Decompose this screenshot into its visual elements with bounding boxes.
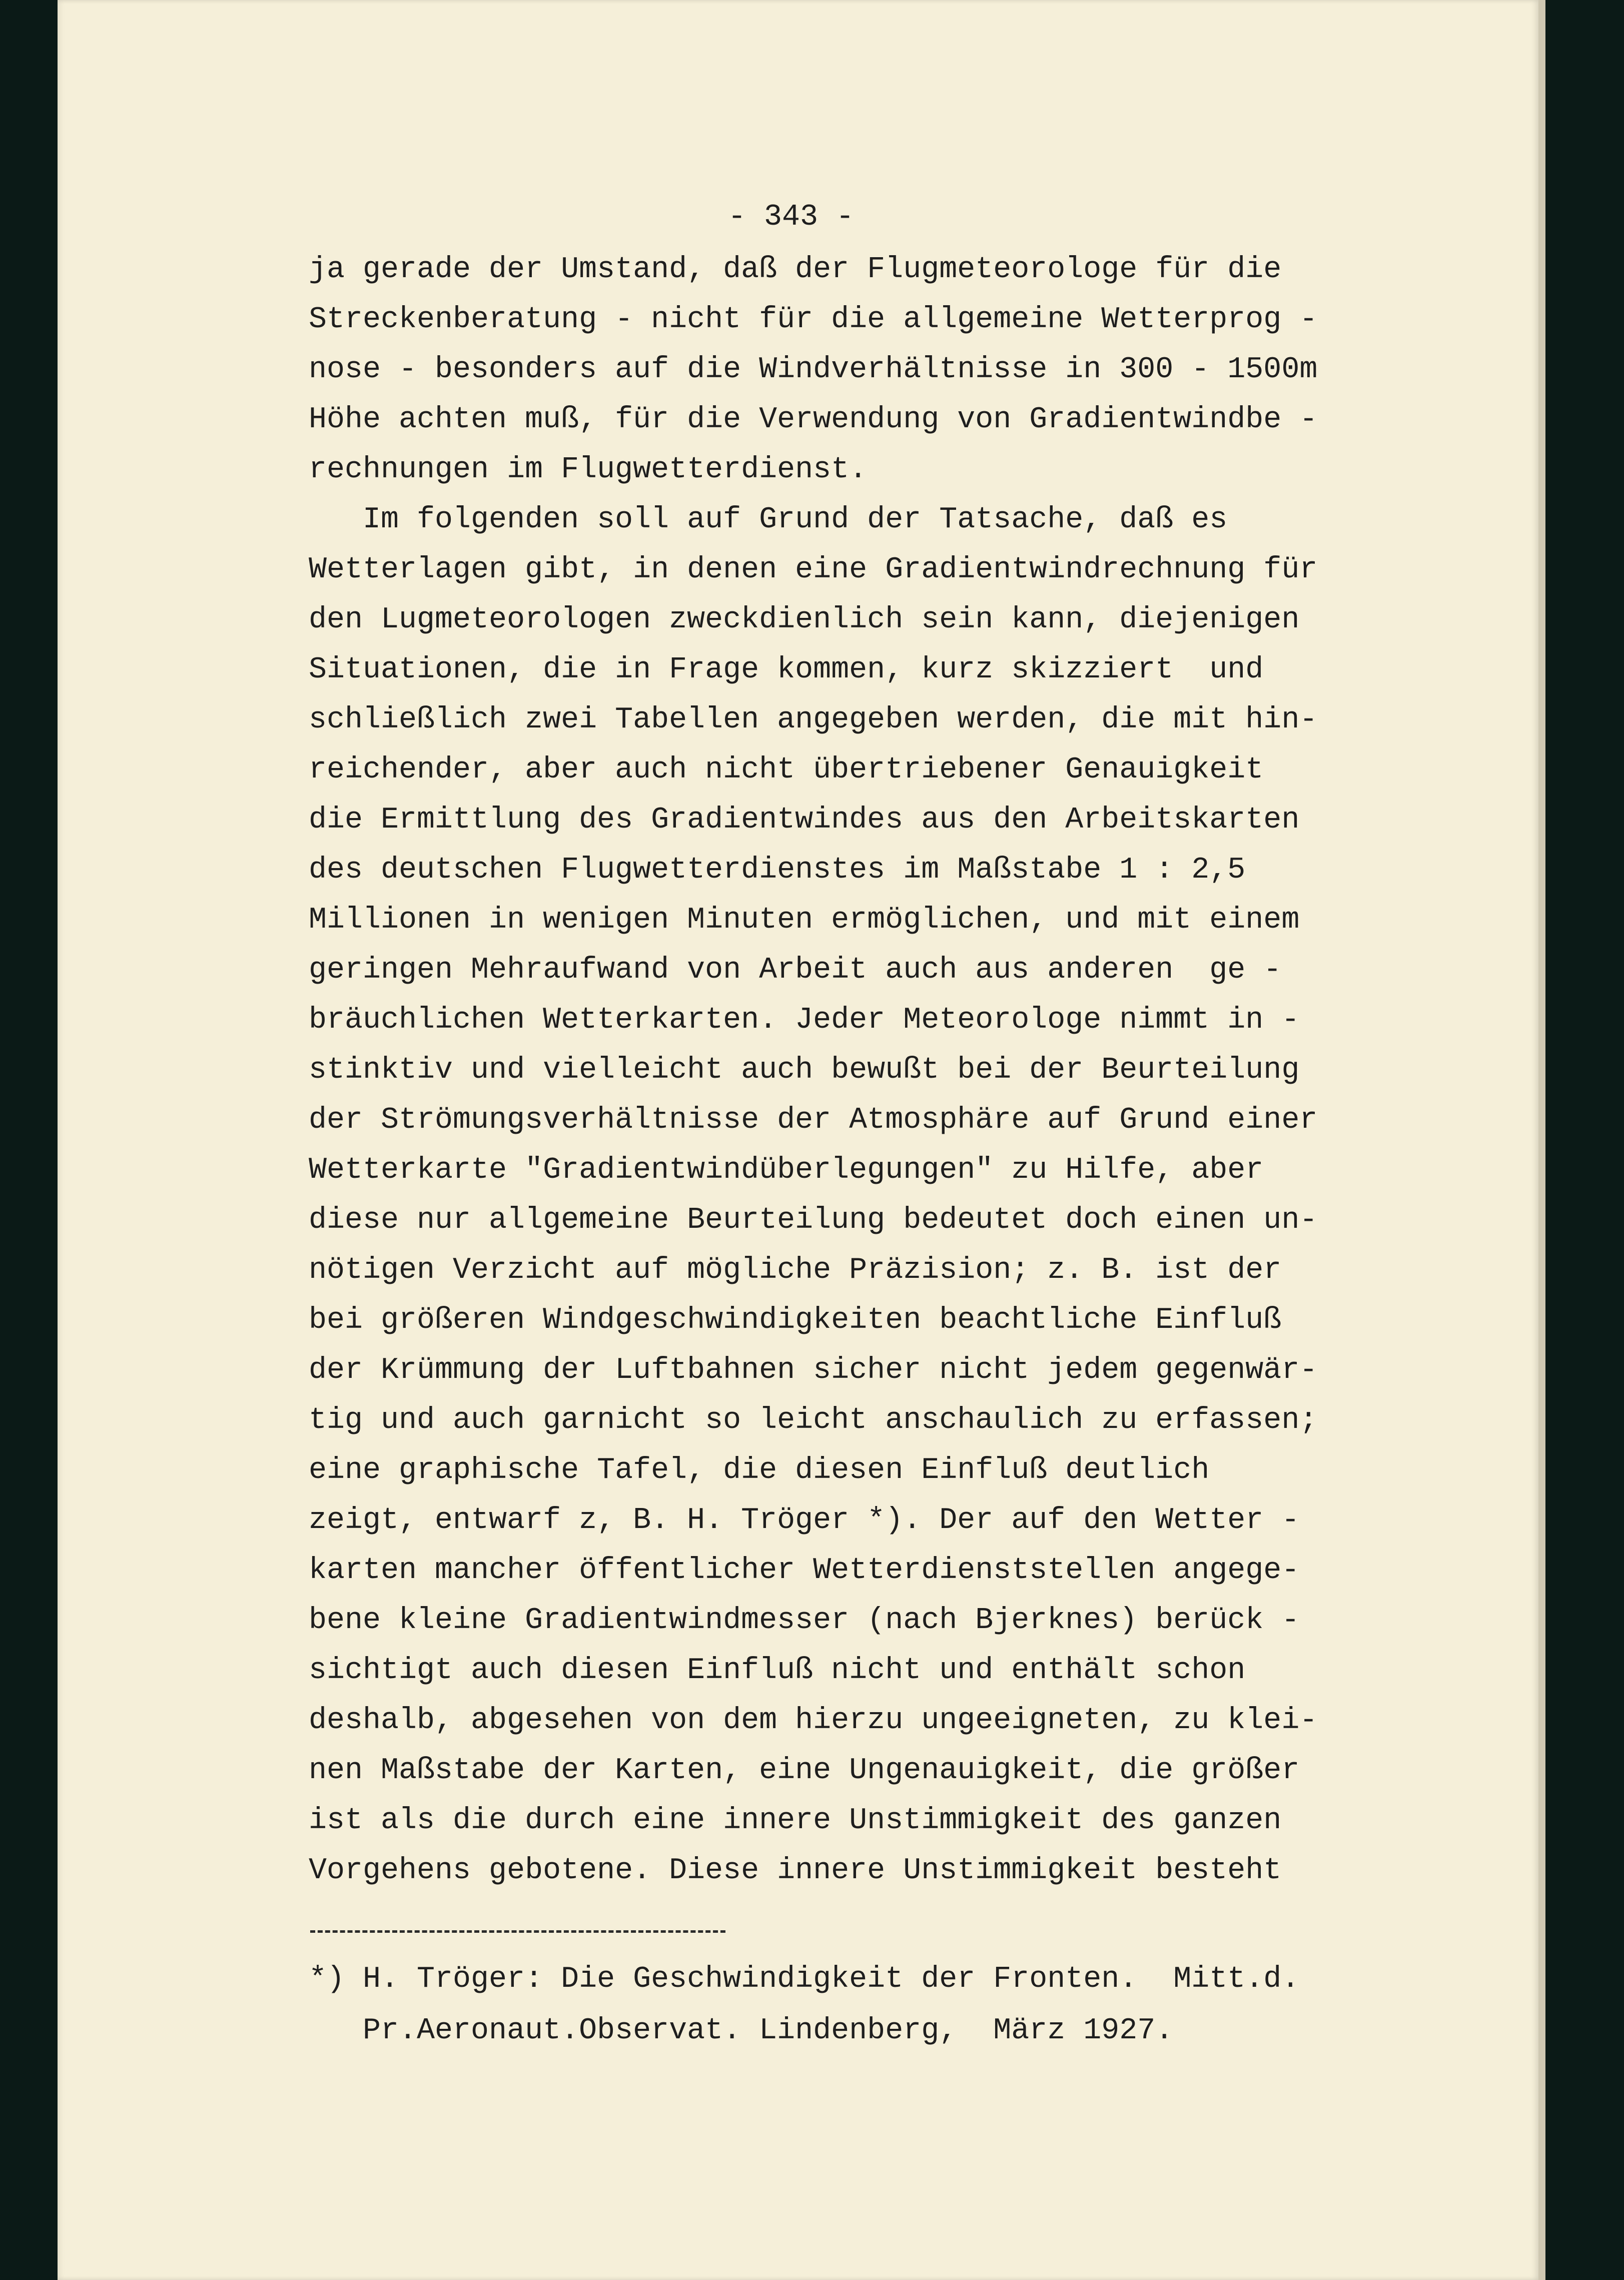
footnote-separator: [310, 1930, 725, 1933]
text-line: Streckenberatung - nicht für die allgemeine Wetterprog -: [309, 303, 1318, 337]
text-line: Höhe achten muß, für die Verwendung von Gradientwindbe -: [309, 403, 1318, 437]
text-line: nen Maßstabe der Karten, eine Ungenauigkeit, die größer: [309, 1754, 1300, 1788]
document-page: [58, 0, 1538, 2280]
page-edge: [1538, 0, 1545, 2280]
text-line: Millionen in wenigen Minuten ermöglichen, und mit einem: [309, 903, 1300, 937]
text-line: Wetterkarte "Gradientwindüberlegungen" zu Hilfe, aber: [309, 1153, 1264, 1187]
text-line: ja gerade der Umstand, daß der Flugmeteorologe für die: [309, 253, 1282, 287]
text-line: bräuchlichen Wetterkarten. Jeder Meteorologe nimmt in -: [309, 1003, 1300, 1037]
text-line: nose - besonders auf die Windverhältnisse in 300 - 1500m: [309, 353, 1318, 387]
text-line: tig und auch garnicht so leicht anschaulich zu erfassen;: [309, 1403, 1318, 1437]
text-line: die Ermittlung des Gradientwindes aus den Arbeitskarten: [309, 803, 1300, 837]
text-line: den Lugmeteorologen zweckdienlich sein kann, diejenigen: [309, 603, 1300, 637]
text-line: ist als die durch eine innere Unstimmigkeit des ganzen: [309, 1804, 1282, 1838]
text-line: bei größeren Windgeschwindigkeiten beachtliche Einfluß: [309, 1303, 1282, 1337]
text-line: geringen Mehraufwand von Arbeit auch aus anderen ge -: [309, 953, 1282, 987]
text-line: schließlich zwei Tabellen angegeben werden, die mit hin-: [309, 703, 1318, 737]
text-line: zeigt, entwarf z, B. H. Tröger *). Der auf den Wetter -: [309, 1503, 1300, 1538]
text-line: rechnungen im Flugwetterdienst.: [309, 453, 868, 487]
text-line: stinktiv und vielleicht auch bewußt bei der Beurteilung: [309, 1053, 1300, 1087]
text-line: Vorgehens gebotene. Diese innere Unstimmigkeit besteht: [309, 1854, 1282, 1888]
text-line: diese nur allgemeine Beurteilung bedeutet doch einen un-: [309, 1203, 1318, 1237]
page-number: - 343 -: [728, 200, 855, 234]
text-line: nötigen Verzicht auf mögliche Präzision; z. B. ist der: [309, 1253, 1282, 1287]
text-line: Wetterlagen gibt, in denen eine Gradientwindrechnung für: [309, 553, 1318, 587]
text-line: reichender, aber auch nicht übertriebener Genauigkeit: [309, 753, 1264, 787]
footnote-line: *) H. Tröger: Die Geschwindigkeit der Fronten. Mitt.d.: [309, 1962, 1300, 1996]
text-line: der Strömungsverhältnisse der Atmosphäre auf Grund einer: [309, 1103, 1318, 1137]
text-line: der Krümmung der Luftbahnen sicher nicht jedem gegenwär-: [309, 1353, 1318, 1387]
text-line: eine graphische Tafel, die diesen Einfluß deutlich: [309, 1453, 1210, 1487]
text-line: sichtigt auch diesen Einfluß nicht und enthält schon: [309, 1654, 1246, 1688]
text-line: Im folgenden soll auf Grund der Tatsache, daß es: [309, 503, 1228, 537]
footnote-line: Pr.Aeronaut.Observat. Lindenberg, März 1927.: [309, 2014, 1174, 2048]
text-line: bene kleine Gradientwindmesser (nach Bjerknes) berück -: [309, 1604, 1300, 1638]
text-line: karten mancher öffentlicher Wetterdienststellen angege-: [309, 1554, 1300, 1588]
text-line: deshalb, abgesehen von dem hierzu ungeeigneten, zu klei-: [309, 1704, 1318, 1738]
text-line: Situationen, die in Frage kommen, kurz skizziert und: [309, 653, 1264, 687]
text-line: des deutschen Flugwetterdienstes im Maßstabe 1 : 2,5: [309, 853, 1246, 887]
